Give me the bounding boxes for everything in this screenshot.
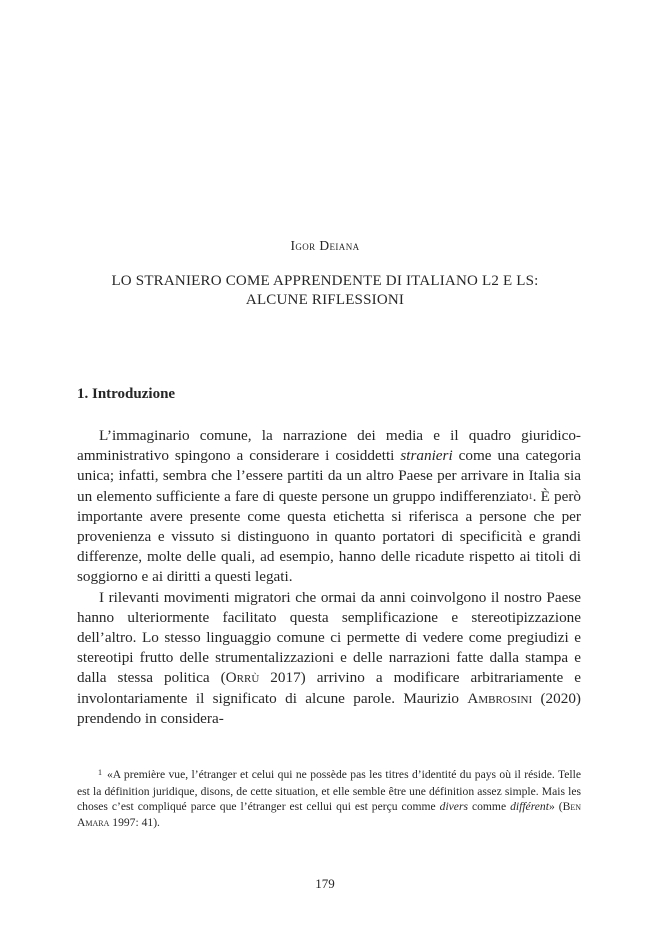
italic-term-stranieri: stranieri: [400, 447, 453, 465]
footnote-text: [77, 767, 581, 830]
paragraph-1-text-a: L’immaginario comune, la narrazione dei media e il quadro giuridico-amministrativo spingono a considerare i cosiddetti: [77, 427, 581, 465]
paragraph-2-text-b: 2017) arrivino a modificare arbitrariamente e involontariamente il significato di alcune parole. Maurizio: [77, 669, 581, 707]
title-line-1: LO STRANIERO COME APPRENDENTE DI ITALIANO L2 E LS:: [111, 273, 539, 289]
footnote-reference[interactable]: 1: [528, 491, 533, 501]
paragraph-2-text-c: (2020) prendendo in considera-: [77, 689, 581, 727]
paragraph-1: [77, 426, 581, 588]
author-name: Igor Deiana: [290, 238, 360, 253]
italic-term-divers: divers: [439, 800, 468, 814]
paragraph-1-text-c: . È però importante avere presente come questa etichetta si riferisca a persone che per provenienza e vissuto si distinguono in quanto portatori di specificità e grandi differenze, molte delle quali, ad esempio, hanno delle ricadute rispetto ai titoli di soggiorno e ai diritti a questi legati.: [77, 487, 581, 586]
italic-term-different: différent: [510, 800, 549, 814]
footnote-text-d: 1997: 41).: [109, 815, 160, 829]
footnote-text-a: «A première vue, l’étranger et celui qui ne possède pas les titres d’identité du pays où il réside. Telle est la définition juridique, disons, de cette situation, et elle semble être une définition assez simple. Mais les choses c’est compliqué parce que l’étranger est cellui qui est perçu comme: [77, 768, 581, 814]
article-title: [60, 272, 590, 310]
citation-author-ben-amara: Ben Amara: [77, 800, 582, 829]
section-heading: 1. Introduzione: [77, 386, 176, 402]
footnote-number: 1: [98, 768, 102, 777]
body-text: [77, 426, 581, 729]
page-number: 179: [315, 876, 335, 891]
footnote-text-c: » (: [548, 800, 563, 814]
title-line-2: ALCUNE RIFLESSIONI: [245, 292, 405, 308]
citation-author-ambrosini: Ambrosini: [467, 689, 533, 707]
footnote: [77, 767, 581, 830]
paragraph-2-text-a: I rilevanti movimenti migratori che ormai da anni coinvolgono il nostro Paese hanno ulteriormente facilitato questa semplificazione e stereotipizzazione dell’altro. Lo stesso linguaggio comune ci permette di vedere come pregiudizi e stereotipi frutto delle strumentalizzazioni e delle narrazioni fatte dalla stampa e dalla stessa politica (: [77, 588, 581, 687]
paragraph-2: [77, 588, 581, 729]
footnote-text-b: comme: [467, 800, 511, 814]
paragraph-1-text-b: come una categoria unica; infatti, sembra che l’essere partiti da un altro Paese per arrivare in Italia sia un elemento sufficiente a fare di queste persone un gruppo indifferenziato: [77, 447, 582, 505]
citation-author-orru: Orrù: [225, 669, 260, 687]
